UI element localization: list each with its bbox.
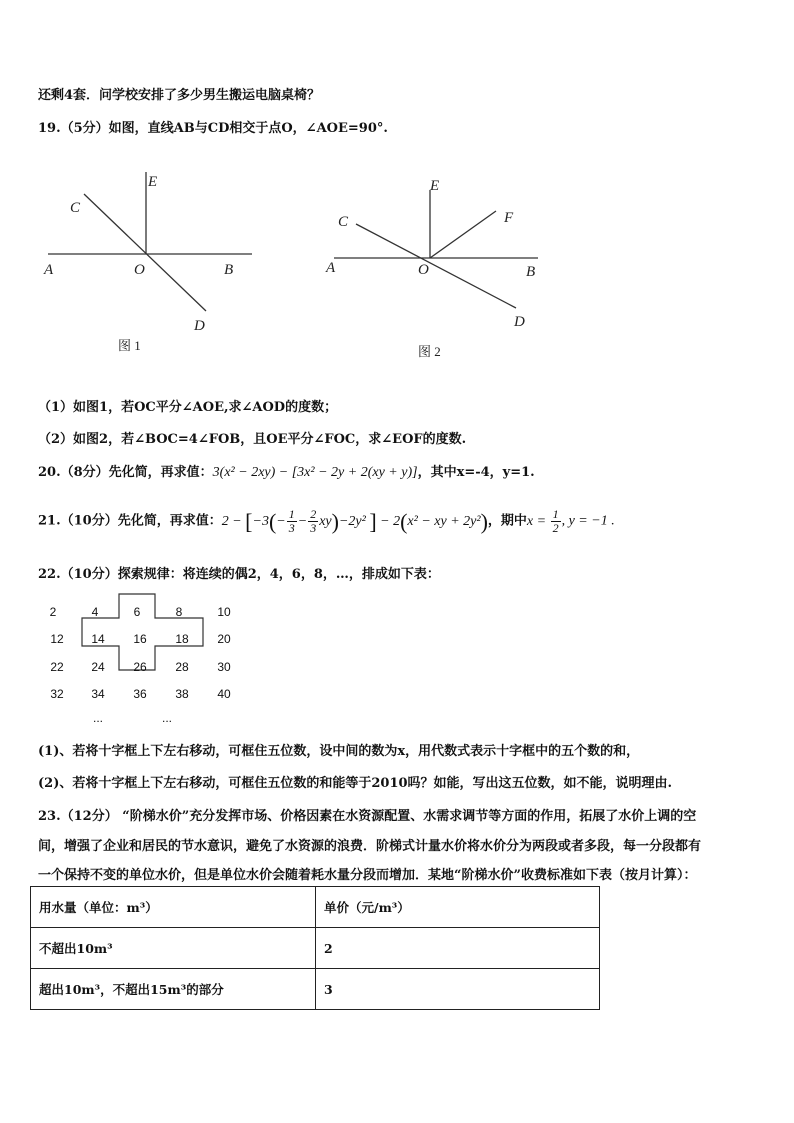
q22-stem: 22.（10分）探索规律：将连续的偶2，4，6，8，…，排成如下表： [38, 567, 440, 582]
grid-cell: 34 [91, 687, 105, 701]
grid-cell: 16 [133, 632, 147, 646]
grid-cell: 40 [217, 687, 231, 701]
q23-line3: 一个保持不变的单位水价，但是单位水价会随着耗水量分段而增加．某地“阶梯水价”收费标准如下表（按月计算）： [38, 868, 697, 883]
table-cell-price: 3 [316, 969, 600, 1010]
q23-line1: 23.（12分） “阶梯水价”充分发挥市场、价格因素在水资源配置、水需求调节等方面的作用，拓展了水价上调的空 [38, 809, 697, 824]
figure-2-caption: 图 2 [418, 344, 441, 359]
label-a: A [326, 260, 336, 276]
label-e: E [430, 178, 440, 194]
q21-tail: ，期中 [487, 513, 527, 529]
q21-lead: 21.（10分）先化简，再求值： [38, 513, 222, 529]
q19-part2: （2）如图2，若∠BOC=4∠FOB，且OE平分∠FOC，求∠EOF的度数. [38, 432, 467, 447]
label-e: E [148, 174, 158, 190]
grid-cell: 24 [91, 660, 105, 674]
q22-part1: (1)、若将十字框上下左右移动，可框住五位数，设中间的数为x，用代数式表示十字框中的五个数的和， [38, 744, 640, 759]
grid-cell: 26 [133, 660, 147, 674]
label-d: D [514, 314, 525, 330]
grid-cell: 20 [217, 632, 231, 646]
label-a: A [44, 262, 54, 278]
grid-ellipsis: ... [161, 711, 172, 725]
grid-cell: 32 [50, 687, 64, 701]
figure-1-caption: 图 1 [118, 338, 141, 353]
label-b: B [224, 262, 234, 278]
intro-line: 还剩4套．问学校安排了多少男生搬运电脑桌椅？ [38, 88, 321, 103]
figure-2 [320, 168, 560, 368]
q20-lead: 20.（8分）先化简，再求值： [38, 465, 213, 480]
grid-cell: 8 [175, 605, 183, 619]
q21-line [38, 508, 615, 535]
label-c: C [338, 214, 349, 230]
q19-stem: 19.（5分）如图，直线AB与CD相交于点O，∠AOE=90°. [38, 121, 388, 136]
q20-line [38, 461, 535, 481]
q21-condition-y: , y = −1 . [561, 513, 615, 529]
table-header-usage: 用水量（单位：m³） [31, 887, 316, 928]
line-cd [356, 224, 516, 308]
figure-1 [30, 158, 270, 368]
grid-cell: 4 [91, 605, 99, 619]
label-b: B [526, 264, 536, 280]
q20-expression: 3(x² − 2xy) − [3x² − 2y + 2(xy + y)] [212, 465, 418, 480]
grid-cell: 36 [133, 687, 147, 701]
line-cd [84, 194, 206, 311]
q20-tail: ，其中x=-4，y=1. [417, 465, 535, 480]
label-f: F [504, 210, 514, 226]
grid-cell: 30 [217, 660, 231, 674]
q21-condition: x = $\frac{1}{2}$ [526, 507, 559, 535]
grid-cell: 38 [175, 687, 189, 701]
grid-cell: 18 [175, 632, 189, 646]
grid-cell: 10 [217, 605, 231, 619]
table-row [31, 928, 600, 969]
q21-expression: 2 − [−3(− $\frac{1}{3}$ − $\frac{2}{3}$ xy)−2y² ] − 2(x² − xy + 2y²) [221, 507, 488, 535]
grid-cell: 28 [175, 660, 189, 674]
label-o: O [418, 262, 429, 278]
grid-cell: 6 [133, 605, 141, 619]
q22-part2: (2)、若将十字框上下左右移动，可框住五位数的和能等于2010吗？如能，写出这五位数，如不能，说明理由. [38, 776, 673, 791]
grid-ellipsis: ... [92, 711, 103, 725]
grid-cell: 12 [50, 632, 64, 646]
grid-cell: 14 [91, 632, 105, 646]
q23-line2: 间，增强了企业和居民的节水意识，避免了水资源的浪费．阶梯式计量水价将水价分为两段或者多段，每一分段都有 [38, 839, 702, 854]
water-price-table [30, 886, 600, 1010]
table-cell-price: 2 [316, 928, 600, 969]
grid-cell: 22 [50, 660, 64, 674]
label-o: O [134, 262, 145, 278]
table-cell-usage: 不超出10m³ [31, 928, 316, 969]
table-row [31, 969, 600, 1010]
q19-part1: （1）如图1，若OC平分∠AOE,求∠AOD的度数； [38, 400, 338, 415]
ray-of [430, 211, 496, 258]
grid-cell: 2 [49, 605, 57, 619]
label-c: C [70, 200, 81, 216]
label-d: D [194, 318, 205, 334]
table-header-row [31, 887, 600, 928]
table-cell-usage: 超出10m³，不超出15m³的部分 [31, 969, 316, 1010]
table-header-price: 单价（元/m³） [316, 887, 600, 928]
